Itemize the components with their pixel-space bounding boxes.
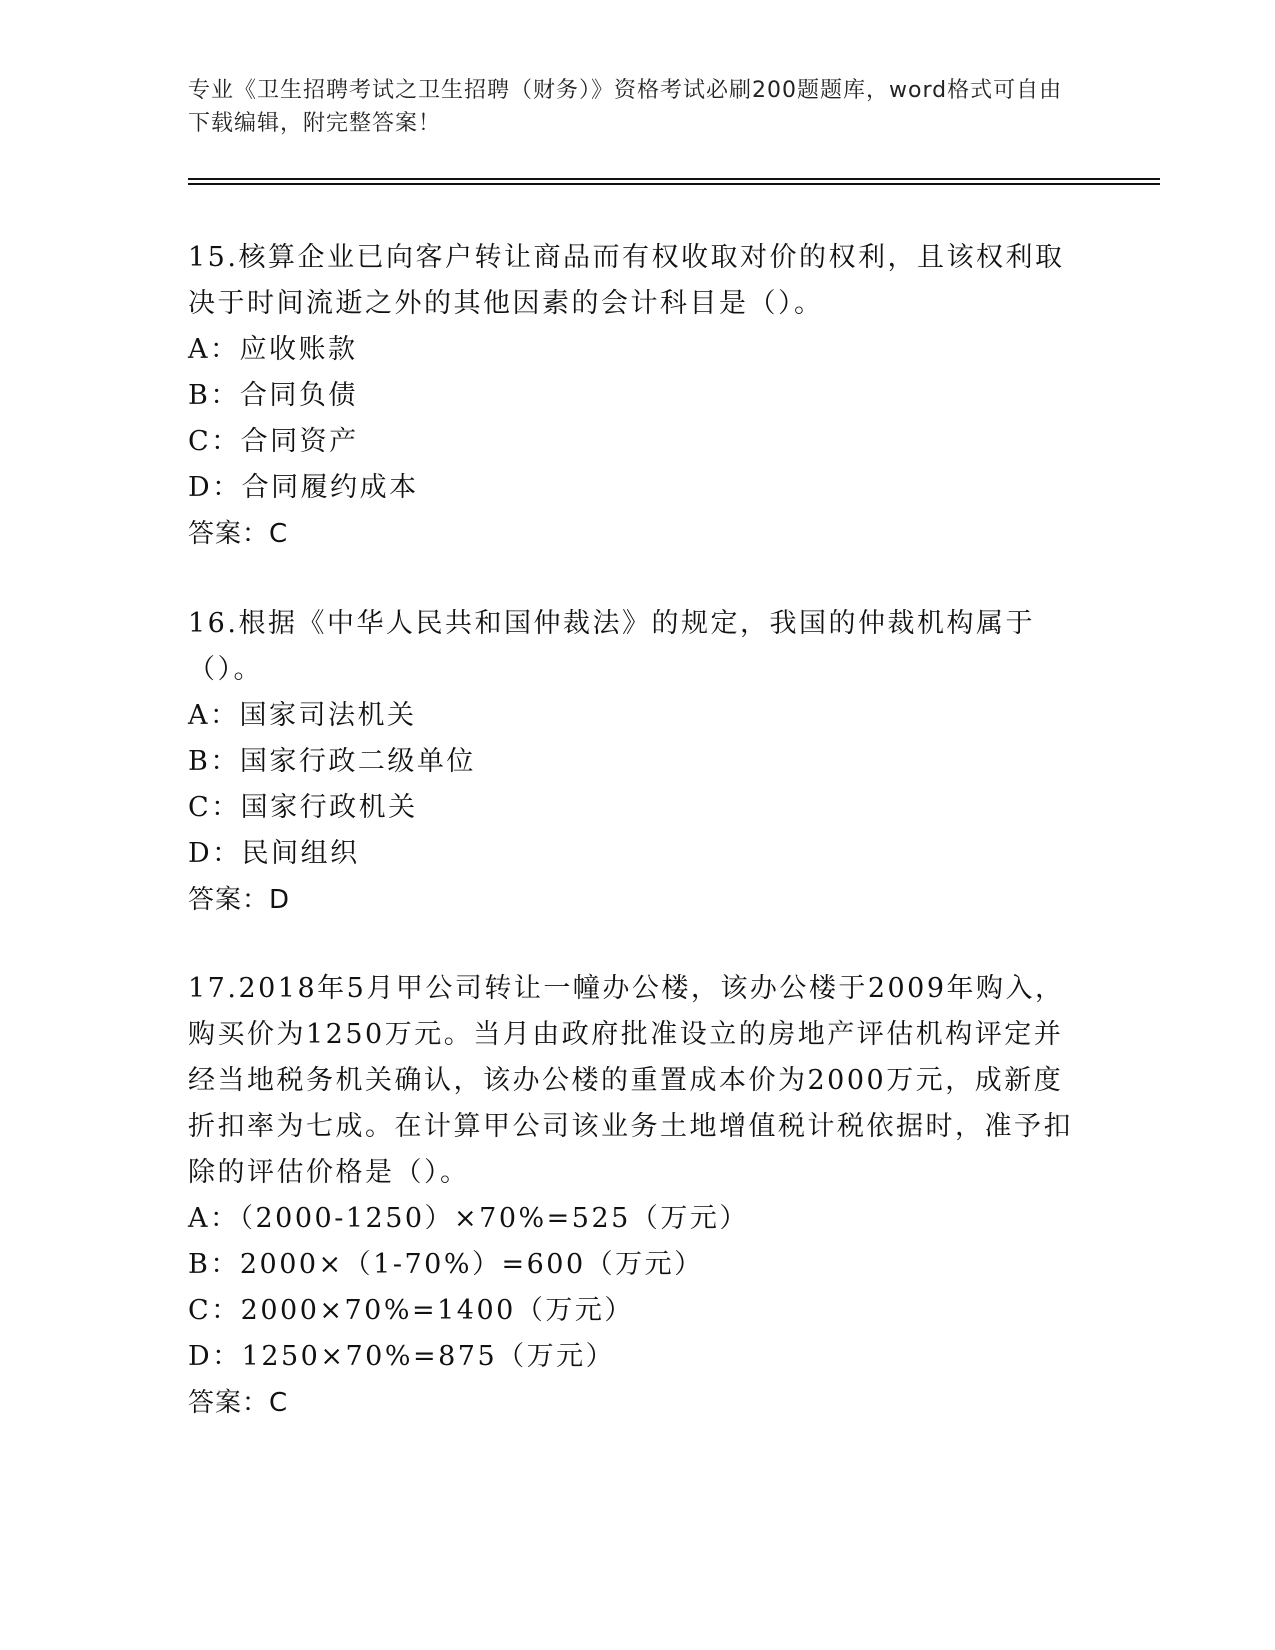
answer: 答案：C bbox=[188, 519, 289, 549]
option-a: A：（2000-1250）×70%=525（万元） bbox=[188, 1203, 749, 1234]
option-d: D：民间组织 bbox=[188, 838, 360, 869]
answer: 答案：D bbox=[188, 885, 291, 915]
question-15 bbox=[188, 235, 1088, 557]
option-d: D：合同履约成本 bbox=[188, 472, 419, 503]
option-c: C：合同资产 bbox=[188, 426, 359, 457]
option-b: B：国家行政二级单位 bbox=[188, 746, 476, 777]
option-d: D：1250×70%=875（万元） bbox=[188, 1341, 616, 1372]
option-c: C：国家行政机关 bbox=[188, 792, 418, 823]
option-a: A：应收账款 bbox=[188, 334, 358, 365]
question-17 bbox=[188, 966, 1088, 1426]
question-stem: 16.根据《中华人民共和国仲裁法》的规定，我国的仲裁机构属于（）。 bbox=[188, 608, 1035, 685]
option-b: B：2000×（1-70%）=600（万元） bbox=[188, 1249, 704, 1280]
option-a: A：国家司法机关 bbox=[188, 700, 417, 731]
question-stem: 17.2018年5月甲公司转让一幢办公楼，该办公楼于2009年购入，购买价为1250万元。当月由政府批准设立的房地产评估机构评定并经当地税务机关确认，该办公楼的重置成本价为2000万元，成新度折扣率为七成。在计算甲公司该业务土地增值税计税依据时，准予扣除的评估价格是（）。 bbox=[188, 973, 1073, 1188]
option-b: B：合同负债 bbox=[188, 380, 358, 411]
option-c: C：2000×70%=1400（万元） bbox=[188, 1295, 634, 1326]
header-divider-top bbox=[188, 178, 1160, 180]
header-divider-bottom bbox=[188, 183, 1160, 185]
document-header: 专业《卫生招聘考试之卫生招聘（财务）》资格考试必刷200题题库，word格式可自由下载编辑，附完整答案！ bbox=[188, 78, 1063, 136]
question-16 bbox=[188, 601, 1088, 923]
answer: 答案：C bbox=[188, 1388, 289, 1418]
question-stem: 15.核算企业已向客户转让商品而有权收取对价的权利，且该权利取决于时间流逝之外的其他因素的会计科目是（）。 bbox=[188, 242, 1065, 319]
